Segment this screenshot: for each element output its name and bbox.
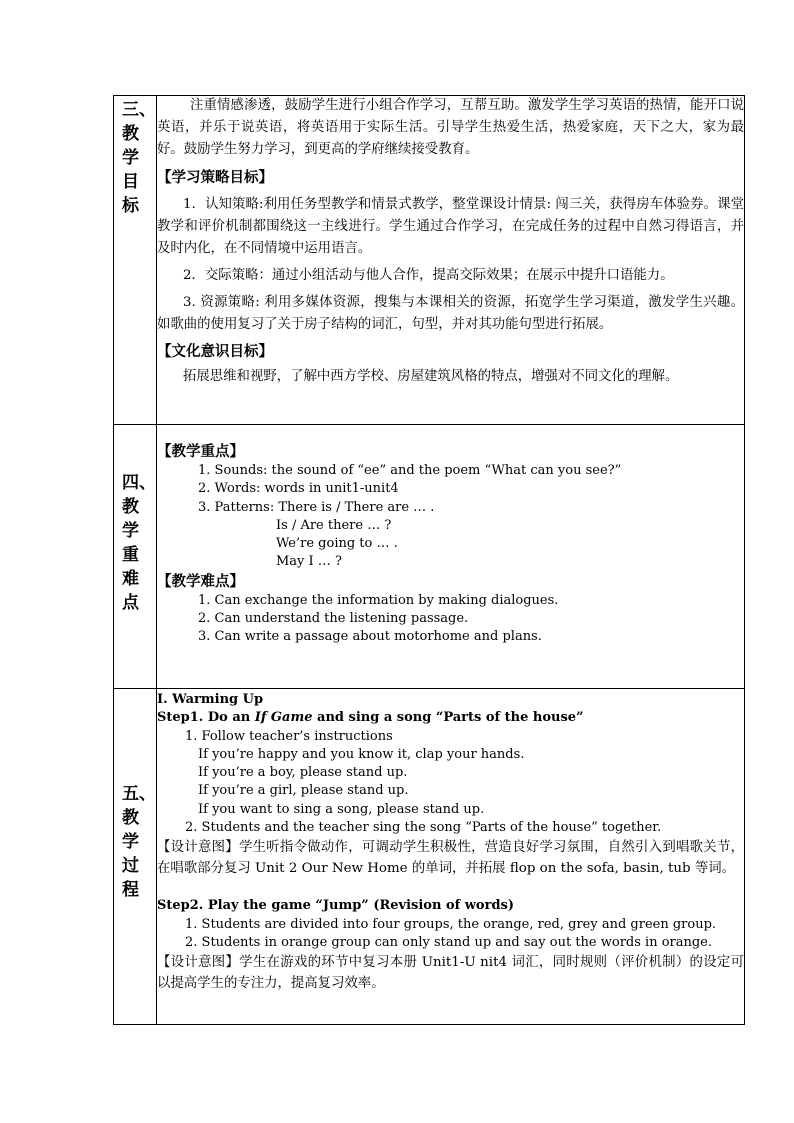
section-5-char: 程 — [122, 880, 139, 900]
section-4-char: 学 — [122, 521, 139, 541]
strategy-item-2: 2．交际策略：通过小组活动与他人合作，提高交际效果；在展示中提升口语能力。 — [183, 268, 674, 283]
design-intent-2: 【设计意图】学生在游戏的环节中复习本册 Unit1-U nit4 词汇，同时规则（评价机制）的设定可以提高学生的专注力，提高复习效率。 — [157, 955, 744, 992]
key-point-item: 3. Patterns: There is / There are … . — [198, 499, 435, 515]
difficulties-title: 【教学难点】 — [157, 572, 244, 590]
step-2-item: 2. Students in orange group can only stand up and say out the words in orange. — [185, 934, 713, 950]
section-4-char: 教 — [122, 497, 139, 517]
section-5-content — [157, 689, 745, 1025]
follow-instructions: 1. Follow teacher’s instructions — [185, 728, 393, 744]
section-5-number: 五、 — [122, 784, 156, 804]
section-4-content — [157, 425, 745, 689]
lesson-plan-table — [113, 95, 745, 1025]
section-teaching-goals — [114, 96, 745, 425]
strategy-item-1: 1．认知策略:利用任务型教学和情景式教学，整堂课设计情景: 闯三关，获得房车体验券。课堂教学和评价机制都围绕这一主线进行。学生通过合作学习，在完成任务的过程中自然习得语言，并及时内化，在不同情境中运用语言。 — [157, 197, 744, 256]
culture-paragraph: 拓展思维和视野，了解中西方学校、房屋建筑风格的特点，增强对不同文化的理解。 — [183, 369, 679, 384]
instruction-line: If you’re happy and you know it, clap your hands. — [198, 746, 525, 762]
pattern-item: May I … ? — [276, 554, 342, 570]
section-4-char: 重 — [122, 545, 139, 565]
section-4-number: 四、 — [122, 473, 156, 493]
instruction-line: If you want to sing a song, please stand up. — [198, 801, 485, 817]
section-3-char: 标 — [122, 196, 139, 216]
section-3-char: 目 — [122, 172, 139, 192]
section-5-char: 教 — [122, 808, 139, 828]
key-point-item: 2. Words: words in unit1-unit4 — [198, 481, 399, 497]
key-points-title: 【教学重点】 — [157, 443, 244, 460]
strategy-title: 【学习策略目标】 — [157, 169, 273, 186]
sing-song-line: 2. Students and the teacher sing the song “Parts of the house” together. — [185, 820, 662, 836]
emotion-paragraph: 注重情感渗透，鼓励学生进行小组合作学习，互帮互助。激发学生学习英语的热情，能开口说英语，并乐于说英语，将英语用于实际生活。引导学生热爱生活，热爱家庭，天下之大，家为最好。鼓励学生努力学习，到更高的学府继续接受教育。 — [157, 98, 744, 157]
key-point-item: 1. Sounds: the sound of “ee” and the poem “What can you see?” — [198, 463, 622, 478]
section-4-char: 难 — [122, 569, 139, 589]
instruction-line: If you’re a girl, please stand up. — [198, 783, 409, 799]
section-4-heading — [114, 425, 157, 689]
section-5-heading — [114, 689, 157, 1025]
pattern-item: We’re going to … . — [276, 536, 398, 552]
section-teaching-process — [114, 689, 745, 1025]
section-3-content — [157, 96, 745, 425]
step-1-prefix: Step1. Do an — [157, 710, 255, 726]
section-5-char: 学 — [122, 832, 139, 852]
pattern-item: Is / Are there … ? — [276, 517, 392, 533]
section-5-char: 过 — [122, 856, 139, 876]
culture-title: 【文化意识目标】 — [157, 343, 273, 360]
step-1-game-name: If Game — [254, 710, 313, 726]
section-3-char: 学 — [122, 148, 139, 168]
section-4-char: 点 — [122, 593, 139, 613]
section-3-heading — [114, 96, 157, 425]
difficulty-item: 1. Can exchange the information by making dialogues. — [198, 592, 559, 608]
difficulty-item: 2. Can understand the listening passage. — [198, 611, 469, 627]
step-2-title: Step2. Play the game “Jump” (Revision of words) — [157, 898, 514, 914]
design-intent-1: 【设计意图】学生听指令做动作，可调动学生积极性，营造良好学习氛围，自然引入到唱歌关节，在唱歌部分复习 Unit 2 Our New Home 的单词，并拓展 flop on the sofa, basin, tub 等词。 — [157, 840, 744, 877]
instruction-line: If you’re a boy, please stand up. — [198, 765, 408, 781]
step-2-item: 1. Students are divided into four groups, the orange, red, grey and green group. — [185, 916, 717, 932]
difficulty-item: 3. Can write a passage about motorhome and plans. — [198, 629, 542, 645]
section-key-points — [114, 425, 745, 689]
step-1-title — [157, 709, 744, 727]
part-1-title: Ⅰ. Warming Up — [157, 692, 264, 707]
section-3-char: 教 — [122, 124, 139, 144]
step-1-suffix: and sing a song “Parts of the house” — [312, 710, 584, 726]
strategy-item-3: 3. 资源策略: 利用多媒体资源，搜集与本课相关的资源，拓宽学生学习渠道，激发学生兴趣。如歌曲的使用复习了关于房子结构的词汇，句型，并对其功能句型进行拓展。 — [157, 295, 744, 332]
section-3-number: 三、 — [122, 100, 156, 120]
